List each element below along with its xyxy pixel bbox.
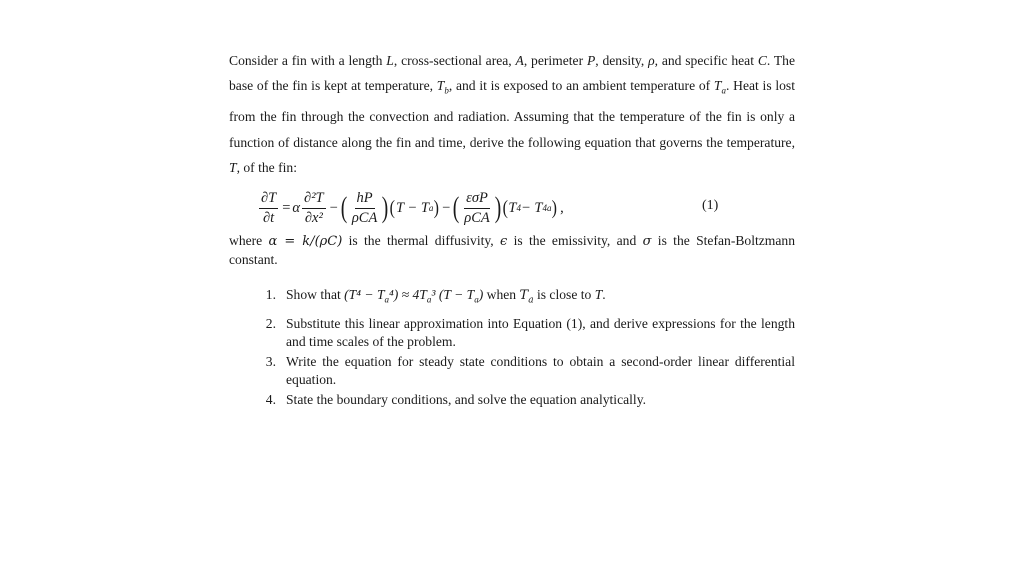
intro-text: , cross-sectional area, <box>393 53 516 68</box>
var-area: A <box>515 53 524 68</box>
minus-sign: − <box>329 199 338 216</box>
var-ambient-temp: T <box>713 78 722 94</box>
expr-part: ⁴) ≈ 4T <box>389 287 427 303</box>
item-text-part: is close to <box>533 287 595 303</box>
intro-text: . The base of the fin is kept at temperature, <box>229 53 795 94</box>
denominator: ∂x² <box>304 209 323 226</box>
intro-text: , and it is exposed to an ambient temperature of <box>448 78 714 94</box>
item-text: State the boundary conditions, and solve the equation analytically. <box>286 391 647 407</box>
right-paren: ) <box>494 191 501 225</box>
item-number: 2. <box>265 315 276 331</box>
left-paren: ( <box>340 191 348 225</box>
equation-number: (1) <box>702 198 719 214</box>
item-number: 4. <box>265 391 276 407</box>
var-specific-heat: C <box>757 53 767 68</box>
intro-text: , density, <box>595 53 649 68</box>
right-paren: ) <box>552 197 558 220</box>
item-text-part: Show that <box>286 287 345 303</box>
var-base-temp: T <box>436 78 445 94</box>
right-paren: ) <box>434 197 440 220</box>
governing-equation <box>257 184 566 232</box>
fraction-esP-rhoCA <box>462 190 492 227</box>
sigma-symbol: σ <box>642 234 652 250</box>
numerator: εσP <box>464 190 490 209</box>
item-number: 1. <box>265 287 276 303</box>
intro-text: Consider a fin with a length <box>229 53 387 68</box>
comma: , <box>560 199 564 216</box>
temp-symbol: T <box>594 287 603 303</box>
left-paren: ( <box>502 197 508 220</box>
expr-part: ) <box>478 287 484 303</box>
numerator: ∂²T <box>302 190 326 209</box>
subscript-a: a <box>428 203 434 214</box>
right-paren: ) <box>382 191 389 225</box>
equation-row <box>229 184 795 232</box>
item-text: Write the equation for steady state conditions to obtain a second-order linear differential equation. <box>286 353 795 387</box>
subscript-a: a <box>546 203 552 214</box>
ambient-temp-symbol: $T_a$ <box>519 288 534 306</box>
where-text: is the thermal diffusivity, <box>342 233 501 249</box>
fraction-hP-rhoCA <box>350 190 380 227</box>
denominator: ρCA <box>464 209 490 226</box>
approx-expression: $(T^4 - T_a^4) \approx 4T_a^3$ $(T - T_a)$ <box>344 287 484 305</box>
list-item <box>229 353 795 389</box>
alpha-symbol: α <box>292 199 301 216</box>
fraction-dT-dt <box>259 190 278 227</box>
denominator: ∂t <box>263 209 275 226</box>
minus-sign: − <box>442 199 451 216</box>
item-text <box>286 283 795 313</box>
convection-term: T − T <box>395 199 429 216</box>
numerator: hP <box>355 190 375 209</box>
var-length: L <box>386 53 394 68</box>
numerator: ∂T <box>259 190 278 209</box>
expr-part: (T⁴ − T <box>344 287 385 303</box>
list-item <box>229 315 795 351</box>
intro-text: , perimeter <box>523 53 587 68</box>
where-text: is the Stefan-Boltzmann constant. <box>229 233 796 268</box>
item-number: 3. <box>265 353 276 369</box>
where-text: where <box>229 233 269 249</box>
var-perimeter: P <box>586 53 596 68</box>
intro-text: . Heat is lost from the fin through the convection and radiation. Assuming that the temperature of the fin is only a function of distance along the fin and time, derive the following equation that governs the temperature, <box>229 78 795 150</box>
intro-text: , of the fin: <box>236 159 297 175</box>
intro-paragraph <box>229 48 795 180</box>
denominator: ρCA <box>351 209 378 226</box>
item-text: Substitute this linear approximation into Equation (1), and derive expressions for the length and time scales of the problem. <box>286 315 795 349</box>
list-item <box>229 283 795 313</box>
diffusivity-definition: α = k/(ρC) <box>268 234 343 250</box>
var-base-temp-sub: b <box>444 86 449 97</box>
intro-text: , and specific heat <box>654 53 758 68</box>
equals-sign: = <box>282 199 291 216</box>
radiation-term: − T <box>521 199 543 216</box>
var-density: ρ <box>648 53 655 68</box>
var-temperature: T <box>229 159 237 175</box>
problem-document <box>229 48 795 411</box>
superscript-4: 4 <box>542 203 547 214</box>
item-text-part: . <box>602 287 606 303</box>
radiation-term: T <box>508 199 517 216</box>
item-text-part: when <box>483 287 520 303</box>
task-list <box>229 283 795 409</box>
list-item <box>229 391 795 409</box>
left-paren: ( <box>453 191 460 225</box>
where-text: is the emissivity, and <box>507 233 643 249</box>
fraction-d2T-dx2 <box>302 190 326 227</box>
where-paragraph <box>229 232 795 269</box>
left-paren: ( <box>389 197 396 220</box>
superscript-4: 4 <box>516 203 521 214</box>
emissivity-symbol: ϵ <box>500 234 508 250</box>
expr-part: ³ (T − T <box>431 287 475 303</box>
var-ambient-temp-sub: a <box>721 86 726 97</box>
